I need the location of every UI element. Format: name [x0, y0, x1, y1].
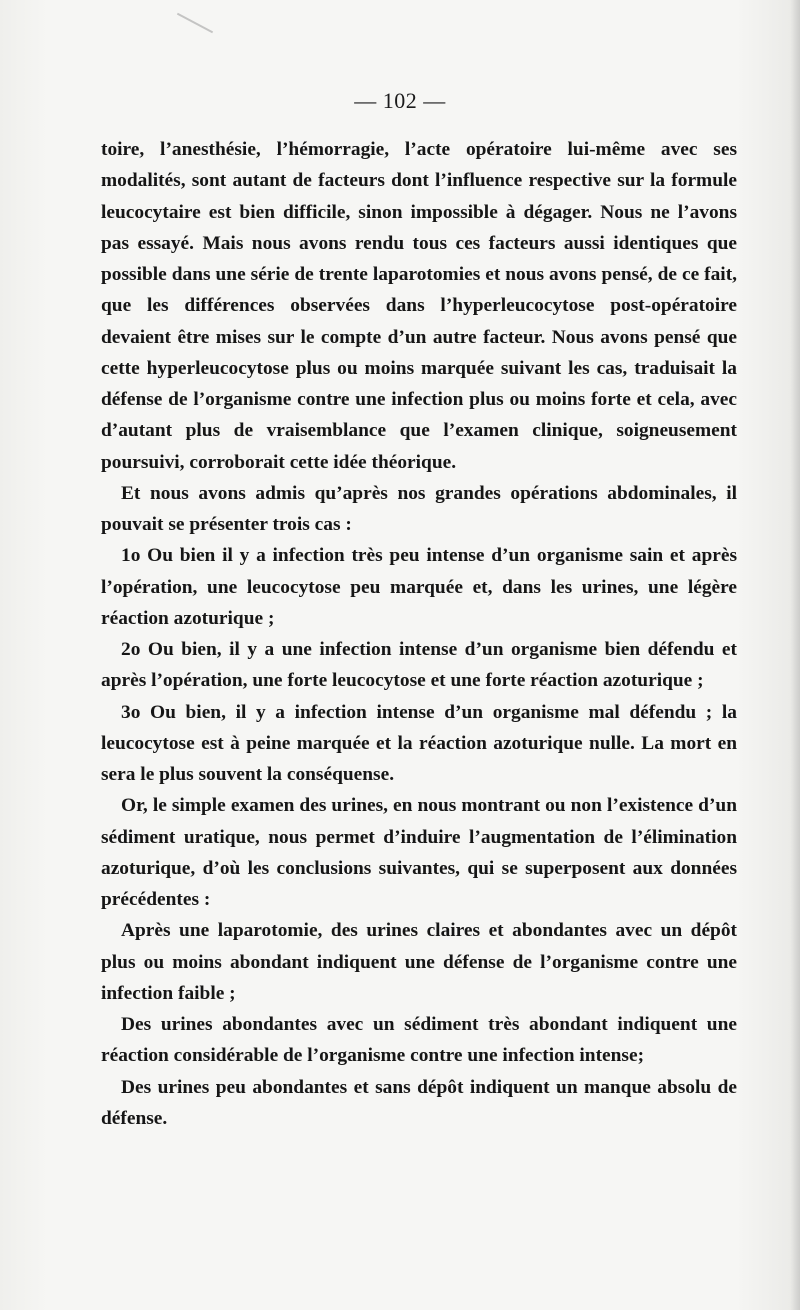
paragraph-conclusion-3: Des urines peu abondantes et sans dépôt indiquent un manque absolu de défense.	[101, 1076, 737, 1129]
paragraph-three-cases-intro: Et nous avons admis qu’après nos grandes opérations abdominales, il pouvait se présenter trois cas :	[101, 482, 737, 535]
paragraph-continuation: toire, l’anesthésie, l’hémorragie, l’acte opératoire lui-même avec ses modalités, sont autant de facteurs dont l’influence respective sur la formule leucocytaire est bien difficile, sinon impossible à dégager. Nous ne l’avons pas essayé. Mais nous avons rendu tous ces facteurs aussi identiques que possible dans une série de trente laparotomies et nous avons pensé, de ce fait, que les différences observées dans l’hyperleucocytose post-opératoire devaient être mises sur le compte d’un autre facteur. Nous avons pensé que cette hyperleucocytose plus ou moins marquée suivant les cas, traduisait la défense de l’organisme contre une infection plus ou moins forte et cela, avec d’autant plus de vraisemblance que l’examen clinique, soigneusement poursuivi, corroborait cette idée théorique.	[101, 139, 737, 473]
paragraph-urine-exam: Or, le simple examen des urines, en nous montrant ou non l’existence d’un sédiment uratique, nous permet d’induire l’augmentation de l’élimination azoturique, d’où les conclusions suivantes, qui se superposent aux données précédentes :	[101, 795, 737, 910]
scan-mark	[177, 13, 213, 34]
body-text	[101, 134, 737, 1134]
paragraph-conclusion-2: Des urines abondantes avec un sédiment très abondant indiquent une réaction considérable de l’organisme contre une infection intense;	[101, 1014, 737, 1067]
page-edge-shadow	[790, 0, 800, 1310]
paragraph-case-3: 3o Ou bien, il y a infection intense d’un organisme mal défendu ; la leucocytose est à peine marquée et la réaction azoturique nulle. La mort en sera le plus souvent la conséquense.	[101, 701, 737, 785]
paragraph-conclusion-1: Après une laparotomie, des urines claires et abondantes avec un dépôt plus ou moins abondant indiquent une défense de l’organisme contre une infection faible ;	[101, 920, 737, 1004]
page-number: — 102 —	[354, 88, 446, 113]
paragraph-case-1: 1o Ou bien il y a infection très peu intense d’un organisme sain et après l’opération, une leucocytose peu marquée et, dans les urines, une légère réaction azoturique ;	[101, 545, 737, 629]
paragraph-case-2: 2o Ou bien, il y a une infection intense d’un organisme bien défendu et après l’opération, une forte leucocytose et une forte réaction azoturique ;	[101, 639, 737, 692]
